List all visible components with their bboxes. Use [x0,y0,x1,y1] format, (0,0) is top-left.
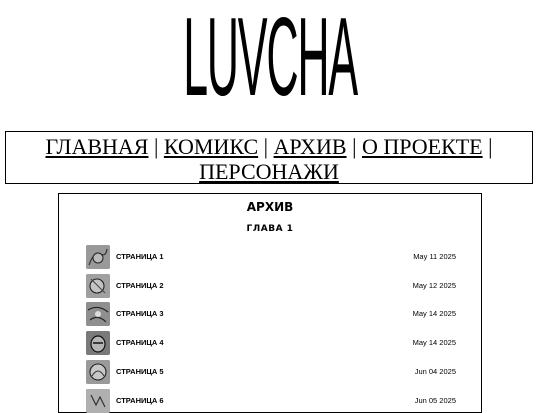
archive-row[interactable] [86,274,456,298]
logo-text: LUVCHA [183,0,357,120]
site-logo[interactable] [0,0,540,120]
page-date: May 12 2025 [412,281,456,290]
nav-link-characters[interactable]: ПЕРСОНАЖИ [199,159,339,184]
page-thumbnail-icon[interactable] [86,274,110,298]
page-link[interactable]: СТРАНИЦА 4 [116,338,164,347]
page-date: Jun 04 2025 [414,367,456,376]
page-link[interactable]: СТРАНИЦА 3 [116,309,164,318]
page-thumbnail-icon[interactable] [86,245,110,269]
page-thumbnail-icon[interactable] [86,331,110,355]
page-date: May 14 2025 [412,309,456,318]
nav-separator: | [352,134,357,159]
nav-separator: | [263,134,269,159]
nav-link-archive[interactable]: АРХИВ [273,134,347,159]
page-link[interactable]: СТРАНИЦА 2 [116,281,164,290]
archive-title: АРХИВ [246,200,294,214]
archive-row[interactable] [86,360,456,384]
nav-link-comic[interactable]: КОМИКС [163,134,259,159]
archive-row[interactable] [86,245,456,269]
page-link[interactable]: СТРАНИЦА 1 [116,252,164,261]
nav-link-home[interactable]: ГЛАВНАЯ [45,134,149,159]
nav-separator: | [488,134,493,159]
archive-row[interactable] [86,331,456,355]
archive-row[interactable] [86,389,456,413]
page-link[interactable]: СТРАНИЦА 5 [116,367,164,376]
archive-row[interactable] [86,302,456,326]
nav-link-about[interactable]: О ПРОЕКТЕ [361,134,483,159]
archive-panel [58,193,482,413]
page-thumbnail-icon[interactable] [86,360,110,384]
page-thumbnail-icon[interactable] [86,302,110,326]
main-nav [5,131,533,184]
page-thumbnail-icon[interactable] [86,389,110,413]
page-date: May 11 2025 [413,252,456,261]
chapter-title: ГЛАВА 1 [246,224,294,234]
page-date: May 14 2025 [412,338,456,347]
page-date: Jun 05 2025 [414,396,456,405]
page-link[interactable]: СТРАНИЦА 6 [116,396,164,405]
nav-separator: | [153,134,159,159]
